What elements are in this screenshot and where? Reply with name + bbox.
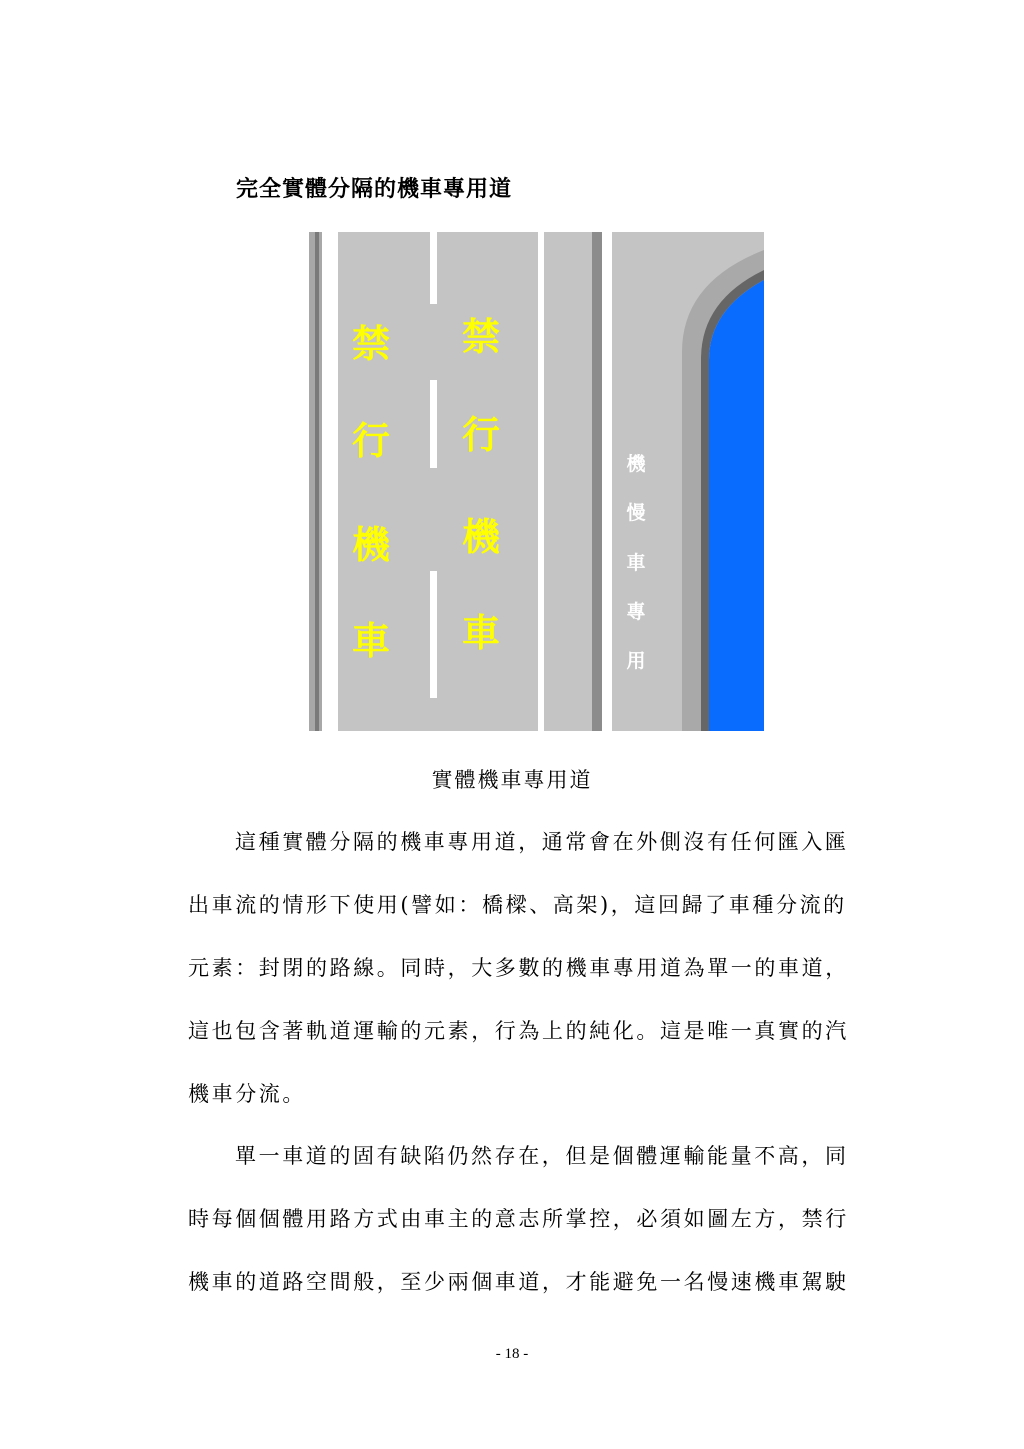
water-area [709, 280, 764, 731]
lane-char: 車 [351, 619, 391, 663]
left-edge-line [322, 232, 338, 731]
section-heading: 完全實體分隔的機車專用道 [236, 177, 513, 202]
lane-char: 禁 [351, 322, 391, 366]
lane-char: 行 [351, 419, 391, 463]
paragraph-line: 機車分流。 [188, 1082, 306, 1106]
left-curb-line [315, 232, 319, 731]
dashed-lane-divider [430, 232, 437, 698]
lane-char: 機 [461, 515, 501, 559]
lane-char: 禁 [461, 315, 501, 359]
dash-segment [430, 232, 437, 304]
paragraph-line: 機車的道路空間般，至少兩個車道，才能避免一名慢速機車駕駛 [188, 1270, 849, 1294]
figure-caption: 實體機車專用道 [431, 768, 593, 792]
physical-barrier [592, 232, 602, 731]
bike-lane-char: 慢 [626, 502, 646, 524]
page-number: - 18 - [495, 1346, 529, 1362]
paragraph-line: 這也包含著軌道運輸的元素，行為上的純化。這是唯一真實的汽 [188, 1019, 849, 1043]
barrier-edge-line [602, 232, 612, 731]
paragraph-line: 元素：封閉的路線。同時，大多數的機車專用道為單一的車道， [188, 956, 849, 980]
lane-char: 車 [461, 611, 501, 655]
road-diagram-figure [309, 232, 764, 731]
bike-lane-char: 用 [626, 650, 646, 672]
solid-lane-line [538, 232, 544, 731]
bike-lane-char: 專 [626, 601, 646, 623]
paragraph-line: 單一車道的固有缺陷仍然存在，但是個體運輸能量不高，同 [235, 1144, 849, 1168]
dash-segment [430, 571, 437, 698]
bike-lane-char: 車 [626, 552, 646, 574]
road-diagram [309, 232, 764, 731]
bike-lane-char: 機 [626, 453, 646, 475]
lane-char: 行 [461, 413, 501, 457]
paragraph-line: 這種實體分隔的機車專用道，通常會在外側沒有任何匯入匯 [235, 830, 849, 854]
paragraph-line: 出車流的情形下使用(譬如：橋樑、高架)，這回歸了車種分流的 [188, 893, 847, 917]
paragraph-line: 時每個個體用路方式由車主的意志所掌控，必須如圖左方，禁行 [188, 1207, 849, 1231]
lane-char: 機 [351, 523, 391, 567]
dash-segment [430, 380, 437, 468]
